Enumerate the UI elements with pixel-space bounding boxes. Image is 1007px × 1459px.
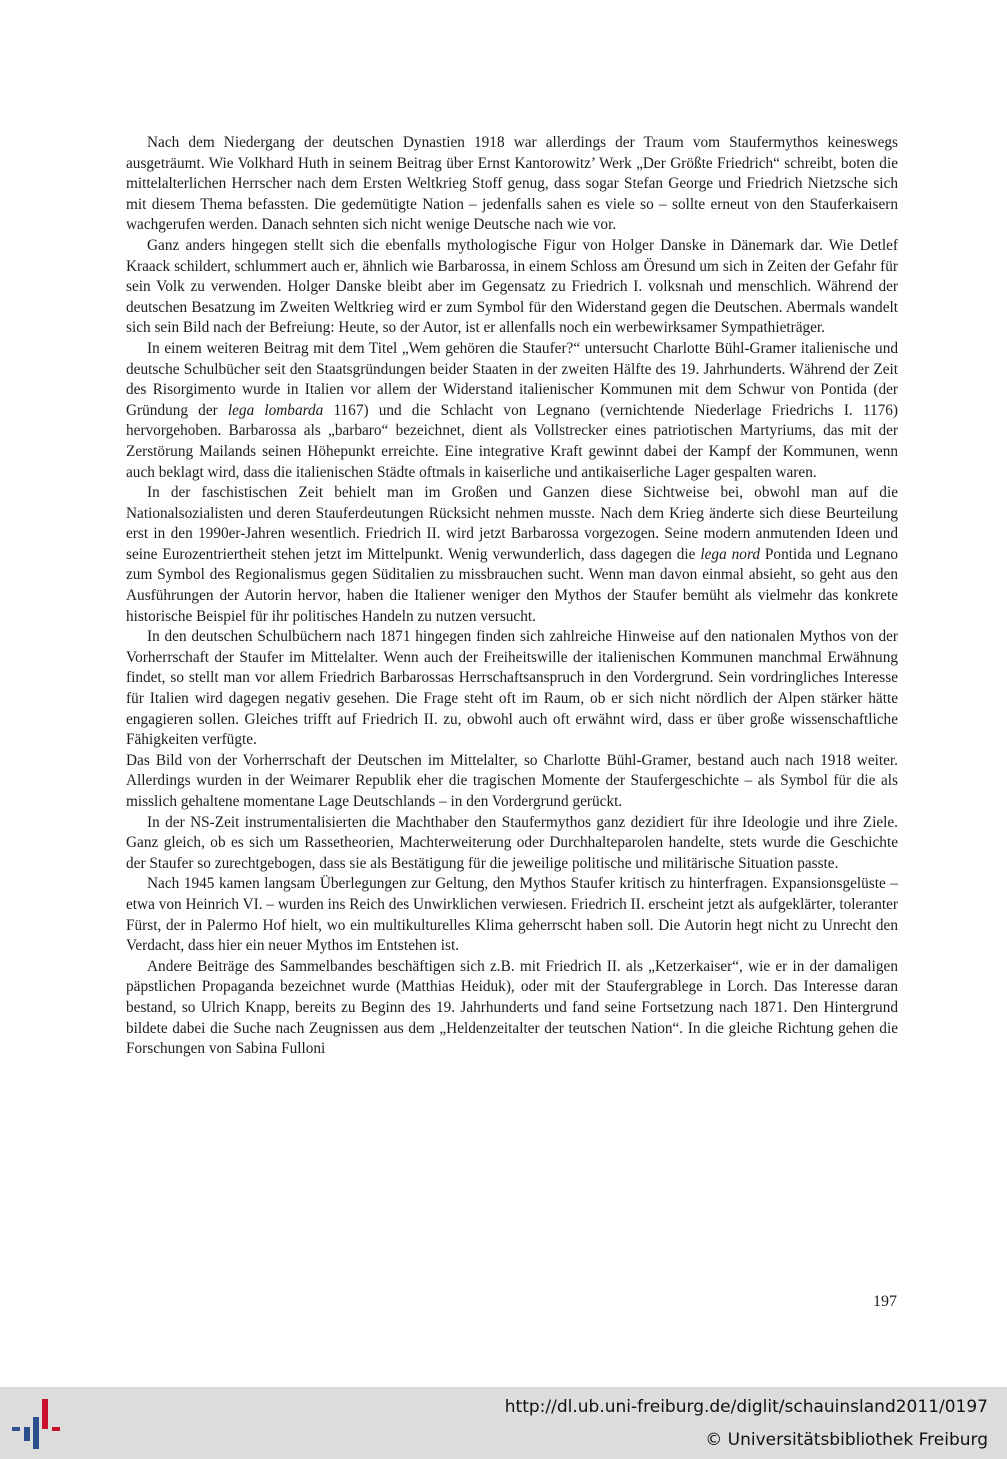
paragraph-1: Nach dem Niedergang der deutschen Dynastien 1918 war allerdings der Traum vom Staufermythos keineswegs ausgeträumt. Wie Volkhard Huth in seinem Beitrag über Ernst Kantorowitz’ Werk „Der Größte Friedrich“ schreibt, boten die mittelalterlichen Herrscher nach dem Ersten Weltkrieg Stoff genug, dass sogar Stefan George und Friedrich Nietzsche sich mit diesem Thema befassten. Die gedemütigte Nation – jedenfalls sahen es viele so – sollte erneut von den Stauferkaisern wachgerufen werden. Danach sehnten sich nicht wenige Deutsche nach wie vor. bbox=[126, 134, 898, 234]
paragraph-5: In den deutschen Schulbüchern nach 1871 hingegen finden sich zahlreiche Hinweise auf den nationalen Mythos von der Vorherrschaft der Staufer im Mittelalter. Wenn auch der Freiheitswille der italienischen Kommunen manchmal Erwähnung findet, so stellt man vor allem Friedrich Barbarossas Herrschaftsanspruch in den Vordergrund. Sein vordringliches Interesse für Italien wird dagegen negativ gesehen. Die Frage steht oft im Raum, ob er sich nicht nördlich der Alpen stärker hätte engagieren sollen. Gleiches trifft auf Friedrich II. zu, obwohl auch oft erwähnt wird, dass er über große wissenschaftliche Fähigkeiten verfügte. bbox=[126, 628, 898, 749]
paragraph-6: Das Bild von der Vorherrschaft der Deutschen im Mittelalter, so Charlotte Bühl-Gramer, bestand auch nach 1918 weiter. Allerdings wurden in der Weimarer Republik eher die tragischen Momente der Staufergeschichte – als Symbol für die als misslich gehaltene momentane Lage Deutschlands – in den Vordergrund gerückt. bbox=[126, 751, 898, 810]
footer-bar bbox=[0, 1387, 1007, 1459]
copyright-notice: © Universitätsbibliothek Freiburg bbox=[705, 1430, 988, 1450]
paragraph-3-text-b: 1167) und die Schlacht von Legnano (vernichtende Niederlage Friedrichs I. 1176) hervorgehoben. Barbarossa als „barbaro“ bezeichnet, dient als Vollstrecker eines patriotischen Martyriums, das mit der Zerstörung Mailands seinen Höhepunkt erreichte. Eine integrative Kraft gewinnt dabei der Kampf der Kommunen, wenn auch beklagt wird, dass die italienischen Städte oftmals in kaiserliche und antikaiserliche Lager gespalten waren. bbox=[126, 401, 899, 481]
paragraph-3-text-a: In einem weiteren Beitrag mit dem Titel „Wem gehören die Staufer?“ untersucht Charlotte Bühl-Gramer italienische und deutsche Schulbücher seit den Staatsgründungen beider Staaten in der zweiten Hälfte des 19. Jahrhunderts. Während der Zeit des Risorgimento wurde in Italien vor allem der Widerstand italienischer Kommunen mit dem Schwur von Pontida (der Gründung der bbox=[126, 339, 898, 419]
italic-term-lega-nord: lega nord bbox=[700, 545, 760, 563]
paragraph-2: Ganz anders hingegen stellt sich die ebenfalls mythologische Figur von Holger Danske in Dänemark dar. Wie Detlef Kraack schildert, schlummert auch er, ähnlich wie Barbarossa, in einem Schloss am Öresund um sich in Zeiten der Gefahr für sein Volk zu verwenden. Holger Danske bleibt aber im Gegensatz zu Friedrich I. volksnah und menschlich. Während der deutschen Besatzung im Zweiten Weltkrieg wird er zum Symbol für den Widerstand gegen die Deutschen. Abermals wandelt sich sein Bild nach der Befreiung: Heute, so der Autor, ist er allenfalls noch ein werbewirksamer Sympathieträger. bbox=[126, 236, 898, 337]
italic-term-lega-lombarda: lega lombarda bbox=[227, 401, 324, 419]
paragraph-8: Nach 1945 kamen langsam Überlegungen zur Geltung, den Mythos Staufer kritisch zu hinterfragen. Expansionsgelüste – etwa von Heinrich VI. – wurden ins Reich des Unwirklichen verwiesen. Friedrich II. erscheint jetzt als aufgeklärter, toleranter Fürst, der in Palermo Hof hielt, wo ein multikulturelles Klima geherrscht haben soll. Die Autorin hegt nicht zu Unrecht den Verdacht, dass hier ein neuer Mythos im Entstehen ist. bbox=[126, 875, 898, 955]
article-body bbox=[126, 133, 898, 1060]
ub-freiburg-logo-icon bbox=[10, 1397, 66, 1449]
paragraph-4-text-b: Pontida und Legnano zum Symbol des Regionalismus gegen Süditalien zu missbrauchen sucht. Wenn man davon einmal absieht, so geht aus den Ausführungen der Autorin hervor, haben die Italiener weniger den Mythos der Staufer bemüht als vielmehr das konkrete historische Beispiel für ihr politisches Handeln zu nutzen versucht. bbox=[126, 545, 898, 625]
paragraph-4-text-a: In der faschistischen Zeit behielt man im Großen und Ganzen diese Sichtweise bei, obwohl man auf die Nationalsozialisten und deren Stauferdeutungen Rücksicht nehmen musste. Nach dem Krieg änderte sich diese Beurteilung erst in den 1990er-Jahren wesentlich. Friedrich II. wird jetzt Barbarossa vorgezogen. Seine modern anmutenden Ideen und seine Eurozentriertheit stehen jetzt im Mittelpunkt. Wenig verwunderlich, dass dagegen die bbox=[126, 484, 898, 563]
paragraph-3 bbox=[126, 339, 898, 483]
paragraph-7: In der NS-Zeit instrumentalisierten die Machthaber den Staufermythos ganz dezidiert für ihre Ideologie und ihre Ziele. Ganz gleich, ob es sich um Rassetheorien, Machterweiterung oder Durchhalteparolen handelte, stets wurde die Geschichte der Staufer so zurechtgebogen, dass sie als Bestätigung für die jeweilige politische und militärische Situation passte. bbox=[126, 813, 898, 872]
page-number: 197 bbox=[873, 1293, 897, 1310]
permalink-url[interactable]: http://dl.ub.uni-freiburg.de/diglit/schauinsland2011/0197 bbox=[504, 1397, 988, 1417]
paragraph-9: Andere Beiträge des Sammelbandes beschäftigen sich z.B. mit Friedrich II. als „Ketzerkaiser“, wie er in der damaligen päpstlichen Propaganda bezeichnet wurde (Matthias Heiduk), oder mit der Staufergrablege in Lorch. Das Interesse daran bestand, so Ulrich Knapp, bereits zu Beginn des 19. Jahrhunderts und fand seine Fortsetzung nach 1871. Den Hintergrund bildete dabei die Suche nach Zeugnissen aus dem „Heldenzeitalter der teutschen Nation“. In die gleiche Richtung gehen die Forschungen von Sabina Fulloni bbox=[126, 957, 898, 1058]
paragraph-4 bbox=[126, 483, 898, 627]
